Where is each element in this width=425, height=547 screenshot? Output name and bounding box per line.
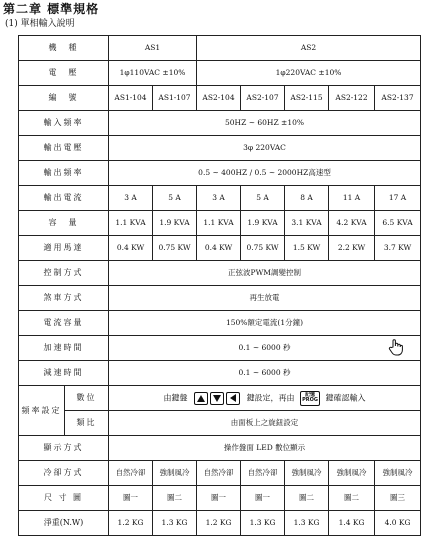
code-cell: AS2-104	[197, 86, 241, 111]
row-accel	[19, 336, 421, 361]
output-current-label: 輸出電流	[19, 186, 109, 211]
dimension-cell: 圖一	[197, 486, 241, 511]
hand-cursor-icon	[388, 338, 404, 356]
cooling-cell: 自然冷卻	[109, 461, 153, 486]
weight-cell: 1.3 KG	[285, 511, 329, 536]
cooling-cell: 強制風冷	[329, 461, 375, 486]
code-cell: AS2-107	[241, 86, 285, 111]
row-display	[19, 436, 421, 461]
freq-digital-pre: 由鍵盤	[163, 393, 188, 402]
row-output-current	[19, 186, 421, 211]
freq-digital-value	[109, 386, 421, 411]
capacity-cell: 1.1 KVA	[109, 211, 153, 236]
prog-key-sub: 記憶	[305, 391, 316, 398]
code-cell: AS2-137	[375, 86, 421, 111]
code-label: 編 號	[19, 86, 109, 111]
row-code	[19, 86, 421, 111]
display-value: 操作盤面 LED 數位顯示	[109, 436, 421, 461]
motor-cell: 1.5 KW	[285, 236, 329, 261]
overload-value: 150%額定電流(1分鐘)	[109, 311, 421, 336]
control-label: 控制方式	[19, 261, 109, 286]
output-voltage-value: 3φ 220VAC	[109, 136, 421, 161]
chapter-title: 第二章 標準規格	[3, 2, 100, 16]
down-arrow-key-icon	[210, 392, 224, 405]
display-label: 顯示方式	[19, 436, 109, 461]
capacity-cell: 1.9 KVA	[153, 211, 197, 236]
current-cell: 11 A	[329, 186, 375, 211]
voltage-as1: 1φ110VAC ±10%	[109, 61, 197, 86]
row-freq-digital	[19, 386, 421, 411]
output-voltage-label: 輸出電壓	[19, 136, 109, 161]
decel-label: 減速時間	[19, 361, 109, 386]
braking-label: 煞車方式	[19, 286, 109, 311]
left-arrow-key-icon	[226, 392, 240, 405]
cooling-cell: 強制風冷	[153, 461, 197, 486]
control-value: 正弦波PWM調變控制	[109, 261, 421, 286]
freq-digital-label: 數位	[65, 386, 109, 411]
cooling-cell: 強制風冷	[375, 461, 421, 486]
freq-setting-label: 頻率設定	[19, 386, 65, 436]
row-model	[19, 36, 421, 61]
dimension-cell: 圖二	[153, 486, 197, 511]
row-braking	[19, 286, 421, 311]
motor-cell: 0.4 KW	[109, 236, 153, 261]
weight-cell: 1.3 KG	[241, 511, 285, 536]
row-freq-analog	[19, 411, 421, 436]
section-title: (1) 單相輸入說明	[5, 19, 75, 29]
weight-label: 淨重(N.W)	[19, 511, 109, 536]
capacity-cell: 1.1 KVA	[197, 211, 241, 236]
freq-analog-value: 由面板上之旋鈕設定	[109, 411, 421, 436]
code-cell: AS1-107	[153, 86, 197, 111]
dimension-cell: 圖一	[241, 486, 285, 511]
code-cell: AS2-115	[285, 86, 329, 111]
capacity-cell: 4.2 KVA	[329, 211, 375, 236]
weight-cell: 1.3 KG	[153, 511, 197, 536]
dimension-cell: 圖二	[329, 486, 375, 511]
motor-cell: 0.75 KW	[241, 236, 285, 261]
voltage-as2: 1φ220VAC ±10%	[197, 61, 421, 86]
weight-cell: 4.0 KG	[375, 511, 421, 536]
row-cooling	[19, 461, 421, 486]
accel-label: 加速時間	[19, 336, 109, 361]
motor-cell: 0.4 KW	[197, 236, 241, 261]
input-freq-label: 輸入頻率	[19, 111, 109, 136]
model-as2: AS2	[197, 36, 421, 61]
current-cell: 3 A	[109, 186, 153, 211]
prog-key-icon	[300, 391, 320, 406]
row-weight	[19, 511, 421, 536]
current-cell: 8 A	[285, 186, 329, 211]
accel-value: 0.1 ~ 6000 秒	[109, 336, 421, 361]
weight-cell: 1.4 KG	[329, 511, 375, 536]
row-dimension	[19, 486, 421, 511]
voltage-label: 電 壓	[19, 61, 109, 86]
current-cell: 5 A	[241, 186, 285, 211]
spec-table	[18, 35, 421, 536]
row-decel	[19, 361, 421, 386]
weight-cell: 1.2 KG	[109, 511, 153, 536]
input-freq-value: 50HZ ~ 60HZ ±10%	[109, 111, 421, 136]
cooling-label: 冷卻方式	[19, 461, 109, 486]
motor-cell: 3.7 KW	[375, 236, 421, 261]
arrow-keys	[193, 392, 241, 405]
current-cell: 3 A	[197, 186, 241, 211]
cooling-cell: 自然冷卻	[241, 461, 285, 486]
cooling-cell: 自然冷卻	[197, 461, 241, 486]
capacity-cell: 6.5 KVA	[375, 211, 421, 236]
output-freq-label: 輸出頻率	[19, 161, 109, 186]
capacity-label: 容 量	[19, 211, 109, 236]
row-control	[19, 261, 421, 286]
prog-key-label: PROG	[302, 397, 318, 403]
current-cell: 17 A	[375, 186, 421, 211]
freq-analog-label: 類比	[65, 411, 109, 436]
motor-cell: 0.75 KW	[153, 236, 197, 261]
decel-value: 0.1 ~ 6000 秒	[109, 361, 421, 386]
output-freq-value: 0.5 ~ 400HZ / 0.5 ~ 2000HZ高速型	[109, 161, 421, 186]
dimension-cell: 圖三	[375, 486, 421, 511]
freq-digital-post: 鍵確認輸入	[325, 393, 366, 402]
capacity-cell: 3.1 KVA	[285, 211, 329, 236]
weight-cell: 1.2 KG	[197, 511, 241, 536]
cooling-cell: 強制風冷	[285, 461, 329, 486]
motor-cell: 2.2 KW	[329, 236, 375, 261]
current-cell: 5 A	[153, 186, 197, 211]
motor-label: 適用馬達	[19, 236, 109, 261]
row-overload	[19, 311, 421, 336]
capacity-cell: 1.9 KVA	[241, 211, 285, 236]
row-output-voltage	[19, 136, 421, 161]
model-label: 機 種	[19, 36, 109, 61]
code-cell: AS2-122	[329, 86, 375, 111]
row-output-freq	[19, 161, 421, 186]
row-voltage	[19, 61, 421, 86]
dimension-label: 尺 寸 圖	[19, 486, 109, 511]
model-as1: AS1	[109, 36, 197, 61]
row-motor	[19, 236, 421, 261]
dimension-cell: 圖一	[109, 486, 153, 511]
dimension-cell: 圖二	[285, 486, 329, 511]
row-input-freq	[19, 111, 421, 136]
row-capacity	[19, 211, 421, 236]
overload-label: 電流容量	[19, 311, 109, 336]
freq-digital-mid: 鍵設定，再由	[246, 393, 295, 402]
code-cell: AS1-104	[109, 86, 153, 111]
braking-value: 再生放電	[109, 286, 421, 311]
up-arrow-key-icon	[194, 392, 208, 405]
